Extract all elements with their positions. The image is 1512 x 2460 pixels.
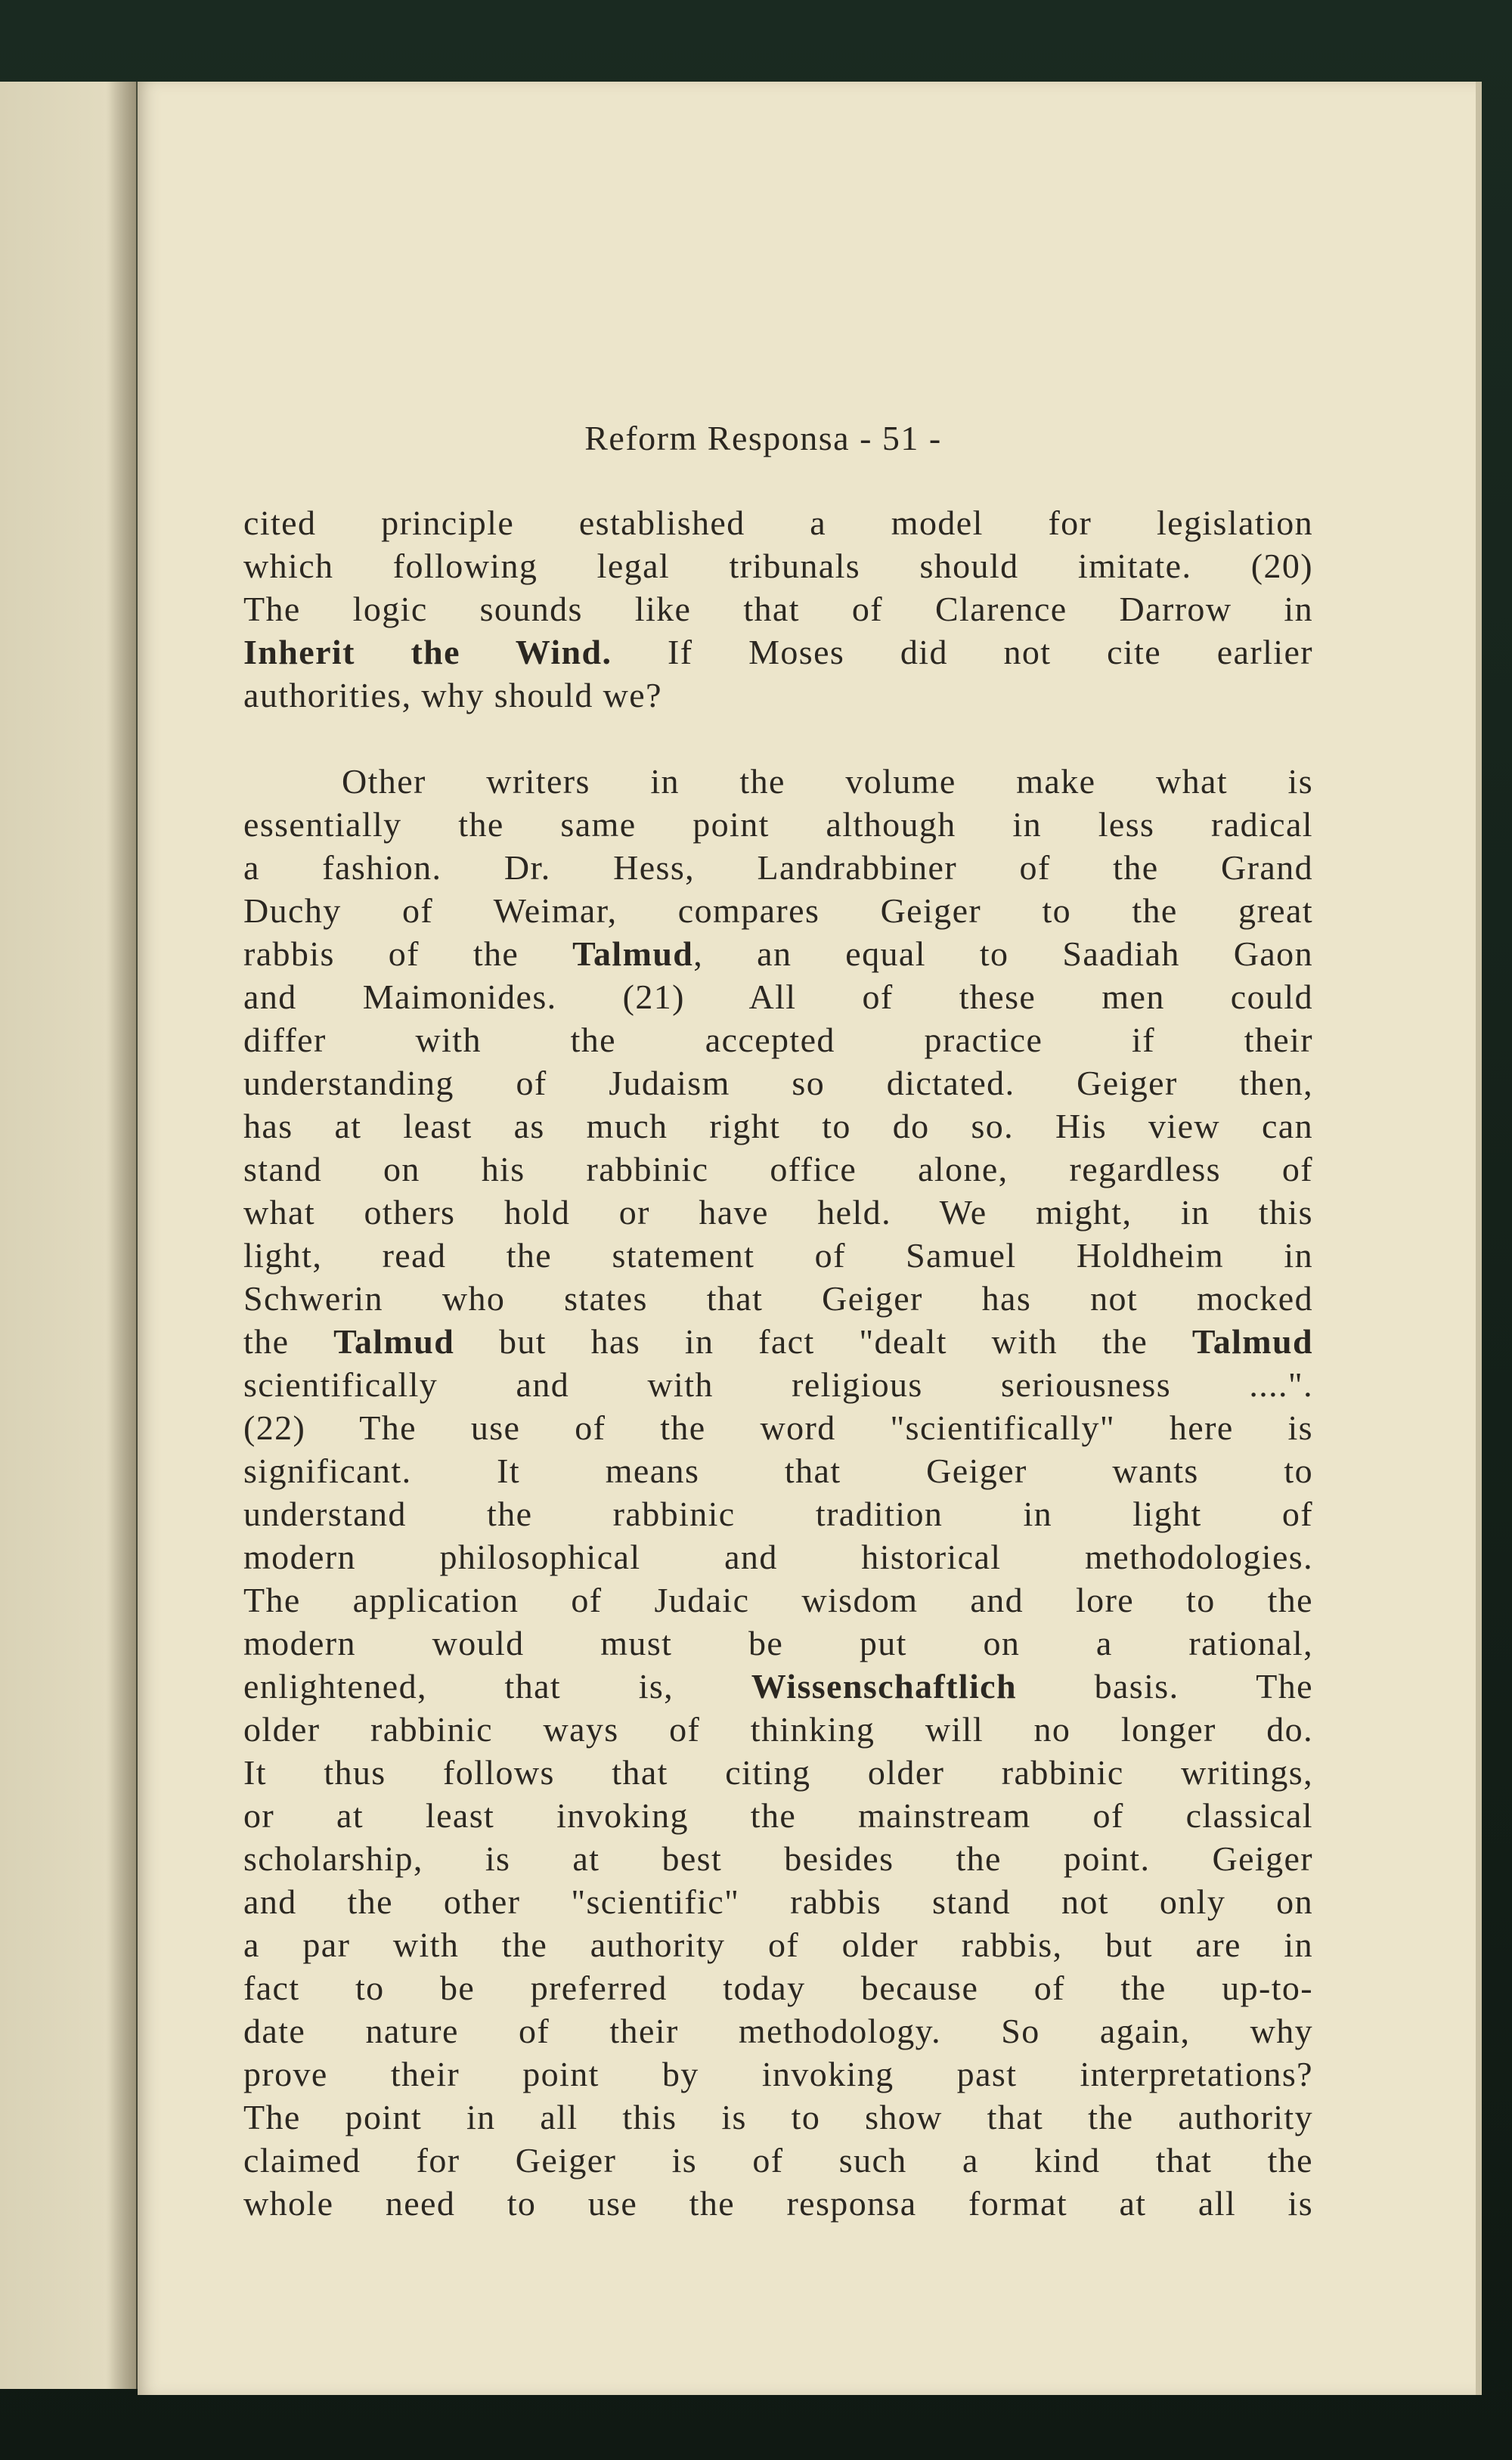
term-bold: Talmud (1191, 1322, 1313, 1361)
text-line: significant. It means that Geiger wants to (243, 1452, 1313, 1490)
gutter-shadow (106, 82, 141, 2389)
text-line: has at least as much right to do so. His view can (243, 1107, 1313, 1145)
text-line: understanding of Judaism so dictated. Geiger then, (243, 1064, 1313, 1102)
text-line: or at least invoking the mainstream of classical (243, 1796, 1313, 1835)
text-line: Schwerin who states that Geiger has not mocked (243, 1279, 1313, 1318)
term-bold: Wissenschaftlich (751, 1667, 1017, 1706)
text-line: and the other "scientific" rabbis stand not only on (243, 1882, 1313, 1921)
text-line: rabbis of the Talmud, an equal to Saadiah Gaon (243, 934, 1313, 973)
text-line: modern philosophical and historical methodologies. (243, 1538, 1313, 1576)
text-line: Other writers in the volume make what is (342, 762, 1313, 801)
text-line: modern would must be put on a rational, (243, 1624, 1313, 1662)
text-line: It thus follows that citing older rabbinic writings, (243, 1753, 1313, 1792)
text-line: differ with the accepted practice if their (243, 1021, 1313, 1059)
term-bold: Talmud (572, 934, 694, 973)
text-line: a par with the authority of older rabbis, but are in (243, 1926, 1313, 1964)
body-text (243, 501, 1313, 2225)
text-line: light, read the statement of Samuel Holdheim in (243, 1236, 1313, 1275)
text-line: claimed for Geiger is of such a kind that the (243, 2141, 1313, 2180)
text-line: older rabbinic ways of thinking will no longer do. (243, 1710, 1313, 1749)
text-line: and Maimonides. (21) All of these men could (243, 977, 1313, 1016)
term-bold: Talmud (333, 1322, 455, 1361)
text-line: The application of Judaic wisdom and lore to the (243, 1581, 1313, 1619)
text-line: prove their point by invoking past interpretations? (243, 2055, 1313, 2093)
text-line: Inherit the Wind. If Moses did not cite earlier (243, 633, 1313, 671)
paragraph-gap (243, 717, 1313, 760)
text-line: stand on his rabbinic office alone, regardless of (243, 1150, 1313, 1188)
text-line: understand the rabbinic tradition in light of (243, 1495, 1313, 1533)
text-line: Duchy of Weimar, compares Geiger to the great (243, 891, 1313, 930)
text-line: authorities, why should we? (243, 676, 662, 714)
text-line: date nature of their methodology. So again, why (243, 2012, 1313, 2050)
text-line: a fashion. Dr. Hess, Landrabbiner of the Grand (243, 848, 1313, 887)
page-fore-edge (1476, 82, 1482, 2395)
text-line: fact to be preferred today because of the up-to- (243, 1969, 1313, 2007)
text-line: scholarship, is at best besides the point. Geiger (243, 1839, 1313, 1878)
text-line: whole need to use the responsa format at all is (243, 2184, 1313, 2223)
text-line: the Talmud but has in fact "dealt with the Talmud (243, 1322, 1313, 1361)
text-line: The point in all this is to show that the authority (243, 2098, 1313, 2136)
book-title-bold: Inherit the Wind. (243, 633, 612, 671)
text-line: essentially the same point although in less radical (243, 805, 1313, 844)
text-line: The logic sounds like that of Clarence Darrow in (243, 590, 1313, 628)
running-head: Reform Responsa - 51 - (584, 419, 942, 457)
text-line: enlightened, that is, Wissenschaftlich basis. The (243, 1667, 1313, 1706)
text-line: (22) The use of the word "scientifically" here is (243, 1408, 1313, 1447)
book-page (138, 82, 1482, 2395)
text-line: cited principle established a model for legislation (243, 503, 1313, 542)
text-line: what others hold or have held. We might, in this (243, 1193, 1313, 1232)
text-line: which following legal tribunals should imitate. (20) (243, 547, 1313, 585)
text-line: scientifically and with religious seriousness ....". (243, 1365, 1313, 1404)
